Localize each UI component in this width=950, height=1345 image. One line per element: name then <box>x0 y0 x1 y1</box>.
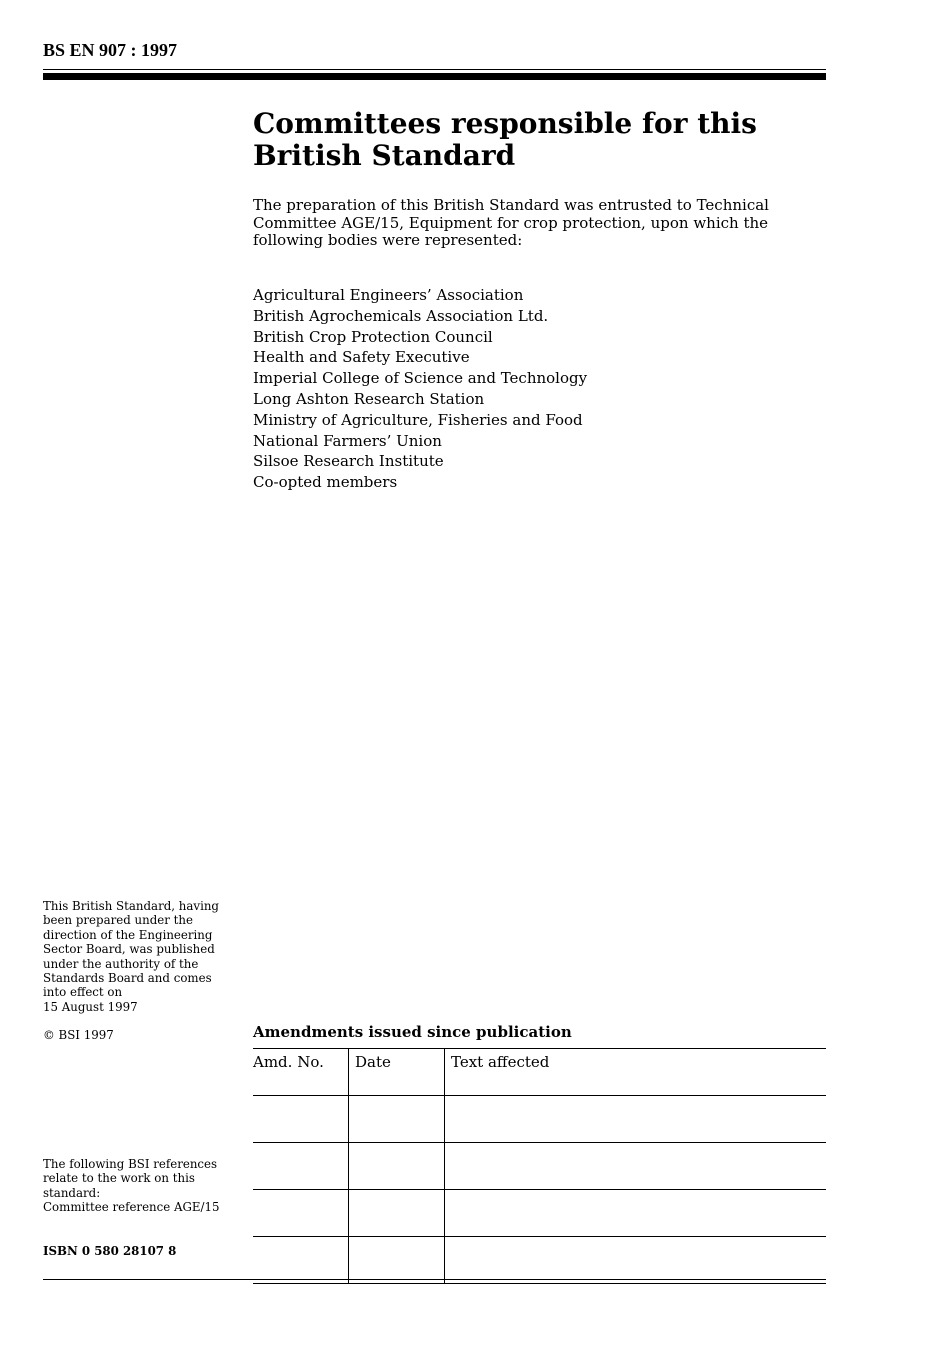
publication-note-text: This British Standard, having been prepared under the direction of the Engineering Sector Board, was published under the authority of the Standards Board and comes into effect on <box>43 899 219 1000</box>
column-header-amd-no: Amd. No. <box>253 1049 349 1096</box>
list-item: Health and Safety Executive <box>253 348 470 367</box>
isbn: ISBN 0 580 28107 8 <box>43 1244 177 1258</box>
list-item: Ministry of Agriculture, Fisheries and Food <box>253 410 583 429</box>
table-cell <box>253 1237 349 1284</box>
table-cell <box>445 1143 827 1190</box>
list-item: National Farmers’ Union <box>253 431 442 450</box>
publication-note <box>43 899 238 1014</box>
table-cell <box>253 1190 349 1237</box>
table-cell <box>253 1143 349 1190</box>
table-row <box>253 1237 826 1284</box>
footer-rule <box>43 1279 826 1280</box>
table-cell <box>349 1096 445 1143</box>
list-item: Silsoe Research Institute <box>253 452 444 471</box>
column-header-text-affected: Text affected <box>445 1049 827 1096</box>
copyright: © BSI 1997 <box>43 1028 114 1042</box>
table-cell <box>445 1096 827 1143</box>
table-cell <box>349 1237 445 1284</box>
effective-date: 15 August 1997 <box>43 999 138 1014</box>
table-row <box>253 1143 826 1190</box>
standard-number: BS EN 907 : 1997 <box>43 40 178 60</box>
intro-paragraph: The preparation of this British Standard was entrusted to Technical Committee AGE/15, Equipment for crop protection, upon which the following bodies were represented: <box>253 196 769 249</box>
header-rule-thick <box>43 73 826 80</box>
table-row <box>253 1096 826 1143</box>
table-cell <box>349 1190 445 1237</box>
title-line-1: Committees responsible for this <box>253 107 757 140</box>
title-line-2: British Standard <box>253 139 516 172</box>
column-header-date: Date <box>349 1049 445 1096</box>
list-item: Agricultural Engineers’ Association <box>253 286 524 304</box>
table-cell <box>445 1190 827 1237</box>
list-item: British Agrochemicals Association Ltd. <box>253 306 549 325</box>
table-cell <box>445 1237 827 1284</box>
table-cell <box>253 1096 349 1143</box>
amendments-heading: Amendments issued since publication <box>253 1023 572 1041</box>
table-cell <box>349 1143 445 1190</box>
references-note <box>43 1157 238 1215</box>
committee-reference: Committee reference AGE/15 <box>43 1200 220 1215</box>
references-note-text: The following BSI references relate to the work on this standard: <box>43 1157 218 1200</box>
list-item: Long Ashton Research Station <box>253 389 485 408</box>
table-header-row <box>253 1049 826 1096</box>
list-item: Co-opted members <box>253 473 398 492</box>
list-item: Imperial College of Science and Technology <box>253 369 588 388</box>
represented-bodies-list <box>253 285 826 493</box>
list-item: British Crop Protection Council <box>253 327 493 346</box>
table-row <box>253 1190 826 1237</box>
header-rule-thin <box>43 69 826 70</box>
amendments-table <box>253 1048 826 1284</box>
page-title <box>253 108 826 172</box>
